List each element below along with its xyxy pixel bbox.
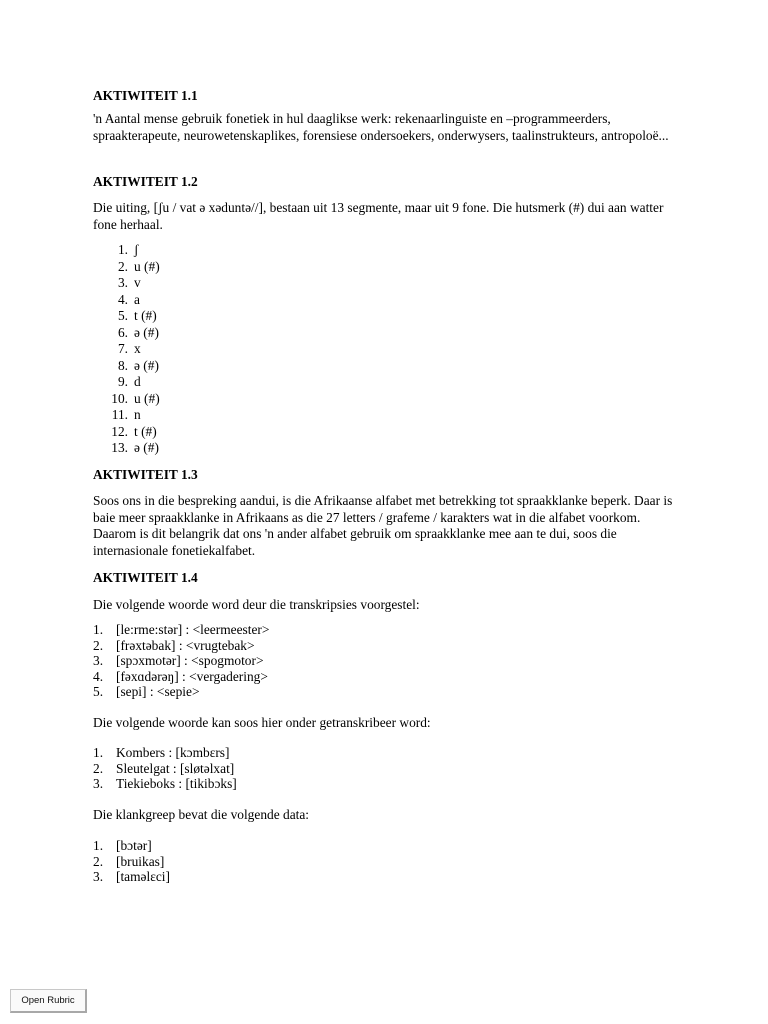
list-item-number: 7. [117, 341, 128, 356]
list-item-text: [bɔtər] [116, 838, 152, 853]
list-item-text: u (#) [134, 390, 160, 406]
list-item-number: 13. [111, 440, 128, 455]
list-item-number: 10. [111, 390, 128, 406]
list-item-number: 1. [93, 745, 104, 760]
paragraph-1-4-intro3: Die klankgreep bevat die volgende data: [93, 807, 310, 822]
list-item [93, 653, 269, 669]
list-item [93, 391, 160, 408]
list-item [93, 854, 170, 870]
list-item-number: 1. [93, 838, 104, 853]
list-item-text: [bruikas] [116, 853, 165, 869]
list-item-text: [taməlɛci] [116, 869, 170, 884]
list-item-text: a [134, 291, 140, 307]
list-item-text: d [134, 374, 141, 389]
list-item [93, 838, 170, 854]
list-item-text: Sleutelgat : [sløtəlxat] [116, 760, 235, 776]
list-item [93, 776, 237, 792]
list-item [93, 669, 269, 685]
list-item [93, 745, 237, 761]
paragraph-1-3: Soos ons in die bespreking aandui, is die Afrikaanse alfabet met betrekking tot spraakklanke beperk. Daar is baie meer spraakklanke in Afrikaans as die 27 letters / grafeme / karakters wat in die alfabet voorkom. Daarom is dit belangrik dat ons 'n ander alfabet gebruik om spraakklanke mee aan te dui, soos die internasionale fonetiekalfabet. [93, 493, 673, 558]
list-item-number: 3. [117, 275, 128, 290]
list-item-number: 1. [93, 622, 104, 637]
list-item [93, 638, 269, 654]
list-item [93, 325, 160, 342]
list-item-text: t (#) [134, 423, 157, 439]
list-item [93, 869, 170, 885]
phone-list [93, 242, 160, 457]
list-item-number: 2. [93, 853, 104, 869]
syllable-data-list [93, 838, 170, 885]
list-item [93, 275, 160, 292]
list-item-text: [sepi] : <sepie> [116, 684, 200, 699]
list-item-text: ʃ [134, 242, 139, 257]
list-item [93, 407, 160, 424]
list-item [93, 761, 237, 777]
transcribed-words-list [93, 745, 237, 792]
list-item-text: ə (#) [134, 440, 159, 455]
list-item [93, 440, 160, 457]
list-item-text: [spɔxmotər] : <spogmotor> [116, 653, 264, 668]
list-item-number: 5. [93, 684, 104, 699]
list-item [93, 622, 269, 638]
list-item [93, 374, 160, 391]
list-item-number: 2. [117, 258, 128, 274]
transcription-list [93, 622, 269, 700]
list-item [93, 424, 160, 441]
list-item [93, 242, 160, 259]
list-item-text: [fəxɑdərəŋ] : <vergadering> [116, 668, 268, 684]
list-item-number: 9. [117, 374, 128, 389]
list-item [93, 259, 160, 276]
list-item-number: 11. [111, 407, 128, 422]
list-item-text: t (#) [134, 308, 157, 323]
list-item-text: [frəxtəbak] : <vrugtebak> [116, 637, 255, 653]
list-item-number: 6. [117, 324, 128, 340]
list-item [93, 292, 160, 309]
list-item-number: 2. [93, 760, 104, 776]
list-item-number: 3. [93, 653, 104, 668]
list-item-text: u (#) [134, 258, 160, 274]
list-item-text: Tiekieboks : [tikibɔks] [116, 776, 237, 791]
paragraph-1-4-intro: Die volgende woorde word deur die transkripsies voorgestel: [93, 597, 420, 612]
heading-aktiwiteit-1-3: AKTIWITEIT 1.3 [93, 467, 198, 482]
list-item-text: [le:rme:stər] : <leermeester> [116, 622, 270, 637]
heading-aktiwiteit-1-4: AKTIWITEIT 1.4 [93, 570, 198, 585]
list-item [93, 341, 160, 358]
heading-aktiwiteit-1-1: AKTIWITEIT 1.1 [93, 88, 198, 103]
list-item-number: 3. [93, 869, 104, 884]
list-item-number: 4. [117, 291, 128, 307]
paragraph-1-1: 'n Aantal mense gebruik fonetiek in hul daaglikse werk: rekenaarlinguiste en –programmeerders, spraakterapeute, neurowetenskaplikes, forensiese ondersoekers, onderwysers, taalinstrukteurs, antropoloë... [93, 111, 669, 143]
list-item-text: v [134, 275, 141, 290]
paragraph-1-4-intro2: Die volgende woorde kan soos hier onder getranskribeer word: [93, 715, 431, 730]
list-item-number: 3. [93, 776, 104, 791]
open-rubric-button[interactable]: Open Rubric [10, 989, 87, 1013]
list-item-text: ə (#) [134, 324, 159, 340]
list-item-number: 8. [117, 357, 128, 373]
list-item [93, 308, 160, 325]
list-item [93, 684, 269, 700]
list-item-number: 4. [93, 668, 104, 684]
list-item-text: Kombers : [kɔmbɛrs] [116, 745, 230, 760]
list-item-text: x [134, 341, 141, 356]
heading-aktiwiteit-1-2: AKTIWITEIT 1.2 [93, 174, 198, 189]
list-item-number: 5. [117, 308, 128, 323]
list-item [93, 358, 160, 375]
list-item-number: 2. [93, 637, 104, 653]
list-item-number: 1. [117, 242, 128, 257]
list-item-number: 12. [111, 423, 128, 439]
paragraph-1-2: Die uiting, [ʃu / vat ə xəduntə//], bestaan uit 13 segmente, maar uit 9 fone. Die hutsmerk (#) dui aan watter fone herhaal. [93, 200, 664, 232]
list-item-text: ə (#) [134, 357, 159, 373]
list-item-text: n [134, 407, 141, 422]
